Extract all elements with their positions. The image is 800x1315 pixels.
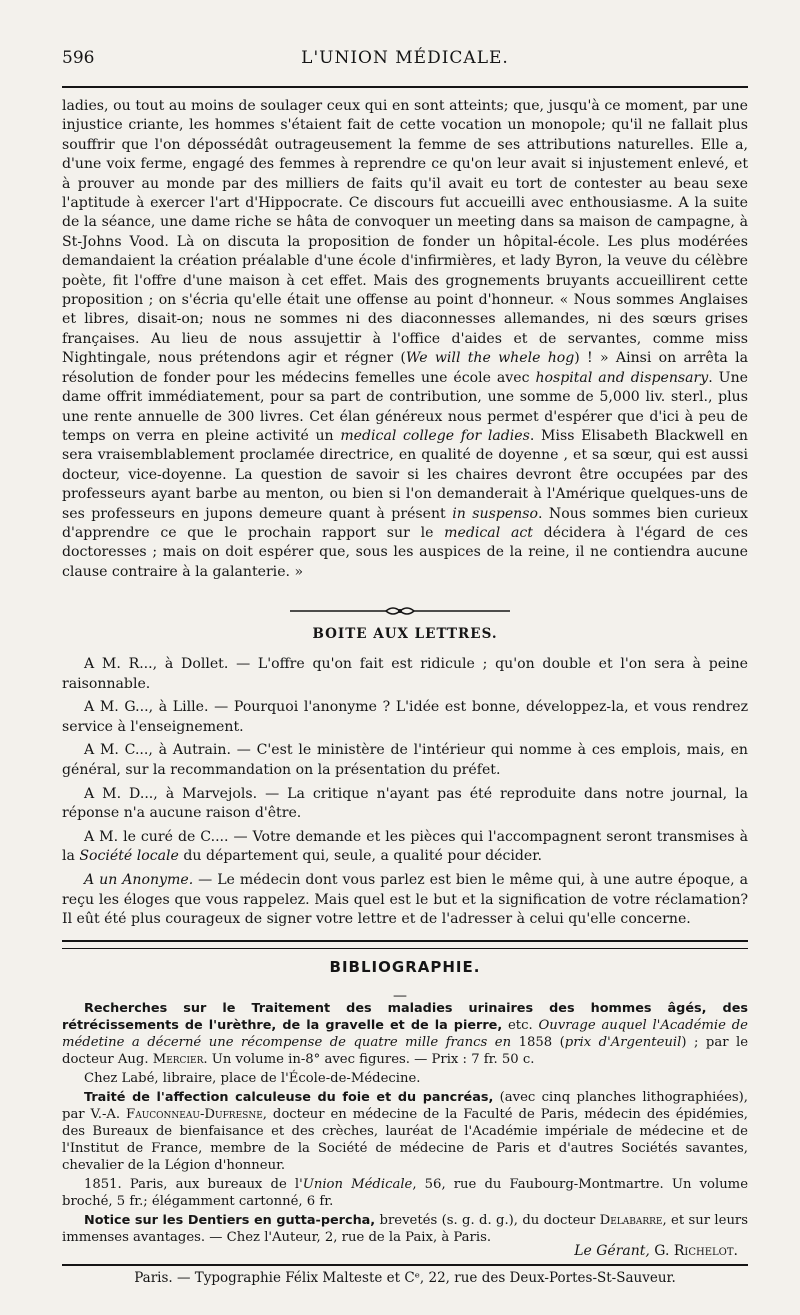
article-paragraph: ladies, ou tout au moins de soulager ceux qui en sont atteints; que, jusqu'à ce moment, par une injustice criante, les hommes s'étaient fait de cette vocation un monopole; qu'il ne fallait plus souffrir que l'on dépossédât outrageusement la femme de ses attributions naturelles. Elle a, d'une voix ferme, engagé des femmes à reprendre ce qu'on leur avait si injustement enlevé, et à prouver au monde par des milliers de faits qu'il avait eu tort de contester au beau sexe l'aptitude à exercer l'art d'Hippocrate. Ce discours fut accueilli avec enthousiasme. A la suite de la séance, une dame riche se hâta de convoquer un meeting dans sa maison de campagne, à St-Johns Vood. Là on discuta la proposition de fonder un hôpital-école. Les plus modérées demandaient la création préalable d'une école d'infirmières, et lady Byron, la veuve du célèbre poète, fit l'offre d'une maison à cet effet. Mais des grognements bruyants accueillirent cette proposition ; on s'écria qu'elle était une offense au point d'honneur. « Nous sommes Anglaises et libres, disait-on; nous ne sommes ni des diaconnesses allemandes, ni des sœurs grises françaises. Au lieu de nous assujettir à l'office d'aides et de servantes, comme miss Nightingale, nous prétendons agir et régner (We will the whele hog) ! » Ainsi on arrêta la résolution de fonder pour les médecins femelles une école avec hospital and dispensary. Une dame offrit immédiatement, pour sa part de contribution, une somme de 5,000 liv. sterl., plus une rente annuelle de 300 livres. Cet élan généreux nous permet d'espérer que d'ici à peu de temps on verra en pleine activité un medical college for ladies. Miss Elisabeth Blackwell en sera vraisemblablement proclamée directrice, en qualité de doyenne , et sa sœur, qui est aussi docteur, vice-doyenne. La question de savoir si les chaires devront être occupées par des professeurs ayant barbe au menton, ou bien si l'on demanderait à l'Amérique quelques-uns de ses professeurs en jupons demeure quant à présent in suspenso. Nous sommes bien curieux d'apprendre ce que le prochain rapport sur le medical act décidera à l'égard de ces doctoresses ; mais on doit espérer que, sous les auspices de la reine, il ne contiendra aucune clause contraire à la galanterie. » [62, 98, 749, 580]
letter-item: A M. R..., à Dollet. — L'offre qu'on fait est ridicule ; qu'on double et l'on sera à peine raisonnable. [62, 656, 748, 692]
bibliography-entry: Recherches sur le Traitement des maladies urinaires des hommes âgés, des rétrécissements de l'urèthre, de la gravelle et de la pierre, etc. Ouvrage auquel l'Académie de médetine a décerné une récompense de quatre mille francs en 1858 (prix d'Argenteuil) ; par le docteur Aug. Mercier. Un volume in-8° avec figures. — Prix : 7 fr. 50 c. [62, 1001, 749, 1067]
title-dash: — [393, 988, 407, 1004]
letter-item: A M. D..., à Marvejols. — La critique n'ayant pas été reproduite dans notre journal, la réponse n'a aucune raison d'être. [62, 785, 748, 822]
bibliography-publisher: Chez Labé, libraire, place de l'École-de-Médecine. [84, 1071, 421, 1086]
letter-item: A un Anonyme. — Le médecin dont vous parlez est bien le même qui, à une autre époque, a reçu les éloges que vous rappelez. Mais quel est le but et la signification de votre réclamation? Il eût été plus courageux de signer votre lettre et de l'adresser à celui qu'elle concerne. [62, 871, 748, 928]
bibliography-entry: Traité de l'affection calculeuse du foie et du pancréas, (avec cinq planches lithographiées), par V.-A. Fauconneau-Dufresne, docteur en médecine de la Faculté de Paris, médecin des épidémies, des Bureaux de bienfaisance et des crèches, lauréat de l'Académie impériale de médecine et de l'Institut de France, membre de la Société de médecine de Paris et d'autres Sociétés savantes, chevalier de la Légion d'honneur. [62, 1090, 749, 1173]
header-rule [62, 86, 748, 88]
letter-item: A M. C..., à Autrain. — C'est le ministère de l'intérieur qui nomme à ces emplois, mais, en général, sur la recommandation on la présentation du préfet. [62, 742, 748, 778]
page-header [62, 48, 748, 78]
ornament-divider [0, 603, 800, 622]
footer-rule [62, 1264, 748, 1266]
page-number: 596 [62, 48, 95, 68]
article-continuation [62, 97, 748, 582]
bibliography-section [62, 1000, 748, 1248]
bibliography-publisher: 1851. Paris, aux bureaux de l'Union Médicale, 56, rue du Faubourg-Montmartre. Un volume broché, 5 fr.; élégamment cartonné, 6 fr. [62, 1177, 748, 1209]
letter-item: A M. G..., à Lille. — Pourquoi l'anonyme ? L'idée est bonne, développez-la, et vous rendrez service à l'enseignement. [62, 699, 748, 735]
bibliographie-title: BIBLIOGRAPHIE. [329, 958, 481, 976]
boite-aux-lettres-title: BOITE AUX LETTRES. [312, 626, 498, 642]
letters-section [62, 655, 748, 934]
gerant-signature: Le Gérant, G. Richelot. [574, 1243, 738, 1259]
printer-imprint: Paris. — Typographie Félix Malteste et Cᵉ, 22, rue des Deux-Portes-St-Sauveur. [134, 1270, 676, 1286]
bibliography-entry: Notice sur les Dentiers en gutta-percha, brevetés (s. g. d. g.), du docteur Delabarre, et sur leurs immenses avantages. — Chez l'Auteur, 2, rue de la Paix, à Paris. [62, 1213, 749, 1245]
section-double-rule [62, 940, 748, 949]
running-title: L'UNION MÉDICALE. [301, 48, 509, 68]
letter-item: A M. le curé de C.... — Votre demande et les pièces qui l'accompagnent seront transmises à la Société locale du département qui, seule, a qualité pour décider. [62, 828, 748, 865]
